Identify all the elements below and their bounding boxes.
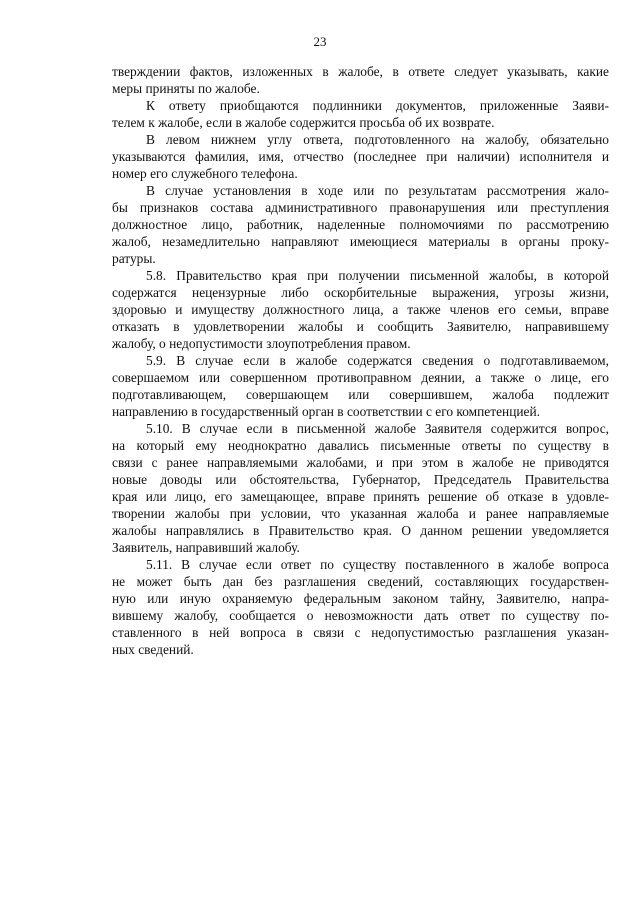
text-line: 5.9. В случае если в жалобе содержатся сведения о подготавливаемом, [146, 353, 609, 368]
text-line: должностное лицо, работник, наделенные полномочиями по рассмотрению [112, 217, 609, 232]
page-number: 23 [313, 34, 327, 49]
text-line: К ответу приобщаются подлинники документов, приложенные Заяви- [146, 98, 609, 113]
text-line: подготавливающем, совершающем или совершившем, жалоба подлежит [112, 387, 609, 402]
text-line: бы признаков состава административного правонарушения или преступления [112, 200, 609, 215]
text-line: новые доводы или обстоятельства, Губернатор, Председатель Правительства [112, 472, 609, 487]
body-text [112, 63, 609, 658]
text-line: тверждении фактов, изложенных в жалобе, в ответе следует указывать, какие [112, 64, 609, 79]
text-line: жалобу, о недопустимости злоупотребления правом. [112, 336, 411, 351]
text-line: содержатся нецензурные либо оскорбительные выражения, угрозы жизни, [112, 285, 609, 300]
text-line: отказать в удовлетворении жалобы и сообщить Заявителю, направившему [112, 319, 609, 334]
text-line: на который ему неоднократно давались письменные ответы по существу в [112, 438, 609, 453]
text-line: меры приняты по жалобе. [112, 81, 260, 96]
text-line: 5.8. Правительство края при получении письменной жалобы, в которой [146, 268, 609, 283]
text-line: ратуры. [112, 251, 156, 266]
text-line: 5.11. В случае если ответ по существу поставленного в жалобе вопроса [146, 557, 609, 572]
text-line: ставленного в ней вопроса в связи с недопустимостью разглашения указан- [112, 625, 609, 640]
text-line: жалобы направлялись в Правительство края. О данном решении уведомляется [112, 523, 609, 538]
text-line: творении жалобы при условии, что указанная жалоба и ранее направляемые [112, 506, 609, 521]
text-line: 5.10. В случае если в письменной жалобе Заявителя содержится вопрос, [146, 421, 609, 436]
text-line: указываются фамилия, имя, отчество (последнее при наличии) исполнителя и [112, 149, 609, 164]
text-line: Заявитель, направивший жалобу. [112, 540, 300, 555]
text-line: здоровью и имуществу должностного лица, а также членов его семьи, вправе [112, 302, 609, 317]
text-line: вившему жалобу, сообщается о невозможности дать ответ по существу по- [112, 608, 609, 623]
text-line: ную или иную охраняемую федеральным законом тайну, Заявителю, напра- [112, 591, 609, 606]
text-line: края или лицо, его замещающее, вправе принять решение об отказе в удовле- [112, 489, 609, 504]
text-line: жалоб, незамедлительно направляют имеющиеся материалы в органы проку- [112, 234, 609, 249]
text-line: телем к жалобе, если в жалобе содержится просьба об их возврате. [112, 115, 495, 130]
text-line: В случае установления в ходе или по результатам рассмотрения жало- [146, 183, 609, 198]
text-line: не может быть дан без разглашения сведений, составляющих государствен- [112, 574, 609, 589]
text-line: совершаемом или совершенном противоправном деянии, а также о лице, его [112, 370, 609, 385]
text-line: ных сведений. [112, 642, 194, 657]
text-line: В левом нижнем углу ответа, подготовленного на жалобу, обязательно [146, 132, 609, 147]
text-line: связи с ранее направляемыми жалобами, и при этом в жалобе не приводятся [112, 455, 609, 470]
text-line: номер его служебного телефона. [112, 166, 298, 181]
text-line: направлению в государственный орган в соответствии с его компетенцией. [112, 404, 541, 419]
